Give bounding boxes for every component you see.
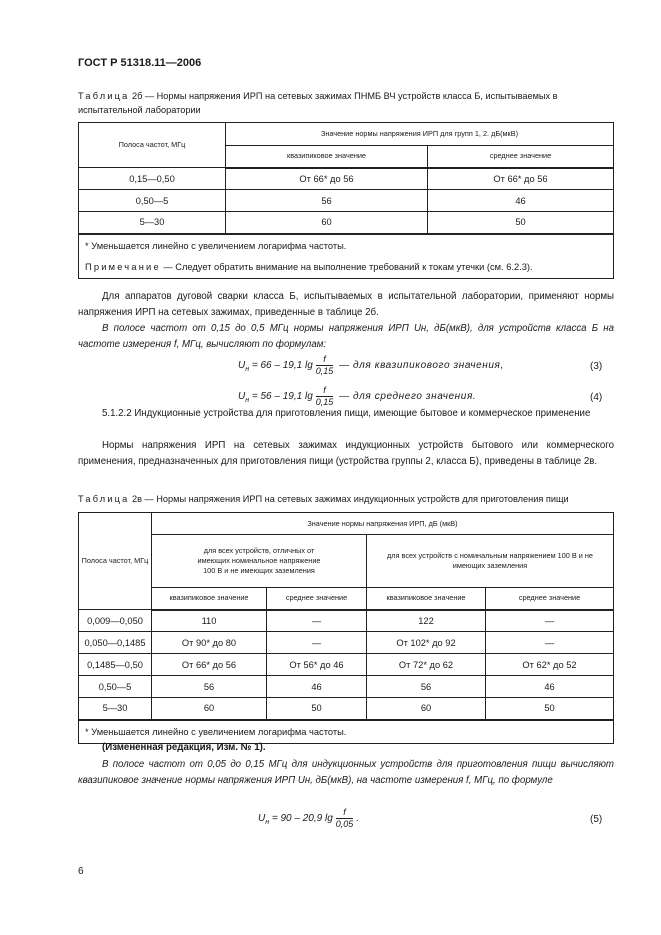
col-header-qp: квазипиковое значение [152,588,267,610]
f-lhs: U [238,360,246,372]
table-row [79,190,614,212]
table-row [79,632,614,654]
col-header-group: Значение нормы напряжения ИРП, дБ (мкВ) [152,513,614,535]
table-label: Таблица [78,91,130,101]
cell: 50 [428,212,614,234]
f-rhs: = 66 – 19,1 lg [251,360,313,372]
cell: 56 [367,676,486,698]
f-den: 0,15 [315,397,334,407]
cell: 50 [267,698,367,720]
f-desc: — для среднего значения. [339,391,477,403]
col-header-freq: Полоса частот, МГц [79,123,226,168]
note-label: Примечание [85,261,161,272]
col-header-b: для всех устройств с номинальным напряжением 100 В и не имеющих заземления [367,535,614,588]
col-header-avg: среднее значение [486,588,614,610]
f-desc: — для квазипикового значения, [339,360,504,372]
cell: 5—30 [79,698,152,720]
formula-4 [238,385,476,408]
f-num: f [323,354,326,364]
cell: 56 [152,676,267,698]
col-header-group: Значение нормы напряжения ИРП для групп 1, 2. дБ(мкВ) [226,123,614,146]
cell: От 66* до 56 [226,168,428,190]
f-sub: н [265,819,270,827]
cell: 0,15—0,50 [79,168,226,190]
table-row [79,698,614,720]
col-header-a: для всех устройств, отличных от имеющих номинальное напряжение 100 В и не имеющих заземления [152,535,367,588]
cell: 46 [428,190,614,212]
f-sub: н [245,397,250,405]
col-header-avg: среднее значение [428,146,614,168]
page-number: 6 [78,866,84,877]
table-footnote: * Уменьшается линейно с увеличением логарифма частоты. [79,720,614,744]
note [85,259,611,275]
paragraph: В полосе частот от 0,15 до 0,5 МГц нормы напряжения ИРП Uн, дБ(мкВ), для устройств класса Б на частоте измерения f, МГц, вычисляют по формулам: [78,323,614,351]
col-header-freq: Полоса частот, МГц [79,513,152,610]
cell: 5—30 [79,212,226,234]
cell: От 102* до 92 [367,632,486,654]
col-header-qp: квазипиковое значение [367,588,486,610]
footnote: * Уменьшается линейно с увеличением логарифма частоты. [85,240,347,251]
equation-number: (5) [590,814,603,825]
cell: 60 [367,698,486,720]
f-num: f [323,385,326,395]
table-2v [78,512,614,744]
cell: От 72* до 62 [367,654,486,676]
cell: — [267,610,367,632]
table-row [79,654,614,676]
caption-text: 2в — Нормы напряжения ИРП на сетевых зажимах индукционных устройств для приготовления пищи [132,494,569,504]
formula-3 [238,354,504,377]
amendment-note: (Измененная редакция, Изм. № 1). [102,742,266,753]
formula-5 [258,807,359,830]
cell: От 90* до 80 [152,632,267,654]
cell: От 66* до 56 [428,168,614,190]
cell: 0,1485—0,50 [79,654,152,676]
cell: 46 [267,676,367,698]
table-row [79,168,614,190]
cell: 0,009—0,050 [79,610,152,632]
cell: — [486,632,614,654]
cell: От 56* до 46 [267,654,367,676]
cell: 0,50—5 [79,676,152,698]
f-den: 0,15 [315,366,334,376]
col-header-avg: среднее значение [267,588,367,610]
cell: 110 [152,610,267,632]
f-rhs: = 90 – 20,9 lg [271,813,333,825]
cell: От 62* до 52 [486,654,614,676]
table-row [79,212,614,234]
table-footnote [79,234,614,279]
table-2v-caption [78,492,614,506]
equation-number: (4) [590,392,603,403]
f-num: f [343,807,346,817]
table-row [79,610,614,632]
cell: 46 [486,676,614,698]
cell: 122 [367,610,486,632]
caption-text: 2б — Нормы напряжения ИРП на сетевых зажимах ПНМБ ВЧ устройств класса Б, испытываемых в испытательной лаборатории [78,91,558,115]
cell: — [486,610,614,632]
cell: 60 [226,212,428,234]
paragraph: В полосе частот от 0,05 до 0,15 МГц для индукционных устройств для приготовления пищи вычисляют квазипиковое значение нормы напряжения ИРП Uн, дБ(мкВ), на частоте измерения f, МГц, по формуле [78,759,614,787]
f-rhs: = 56 – 19,1 lg [251,391,313,403]
document-header: ГОСТ Р 51318.11—2006 [78,57,202,69]
cell: 56 [226,190,428,212]
f-sub: н [245,366,250,374]
f-lhs: U [238,391,246,403]
paragraph: Для аппаратов дуговой сварки класса Б, испытываемых в испытательной лаборатории, применяют нормы напряжения ИРП на сетевых зажимах, приведенные в таблице 2б. [78,291,614,319]
f-den: 0,05 [335,819,354,829]
table-label: Таблица [78,494,130,504]
f-tail: . [356,813,360,825]
f-lhs: U [258,813,266,825]
equation-number: (3) [590,361,603,372]
cell: От 66* до 56 [152,654,267,676]
cell: 0,50—5 [79,190,226,212]
table-2b [78,122,614,279]
table-row [79,676,614,698]
table-2b-caption [78,89,614,117]
cell: 50 [486,698,614,720]
cell: 60 [152,698,267,720]
cell: 0,050—0,1485 [79,632,152,654]
cell: — [267,632,367,654]
section-heading: 5.1.2.2 Индукционные устройства для приготовления пищи, имеющие бытовое и коммерческое применение [102,408,591,419]
col-header-qp: квазипиковое значение [226,146,428,168]
note-text: — Следует обратить внимание на выполнение требований к токам утечки (см. 6.2.3). [160,261,533,272]
paragraph: Нормы напряжения ИРП на сетевых зажимах индукционных устройств бытового или коммерческого применения, предназначенных для приготовления пищи (устройства группы 2, класса Б), приведены в таблице 2в. [78,440,614,468]
